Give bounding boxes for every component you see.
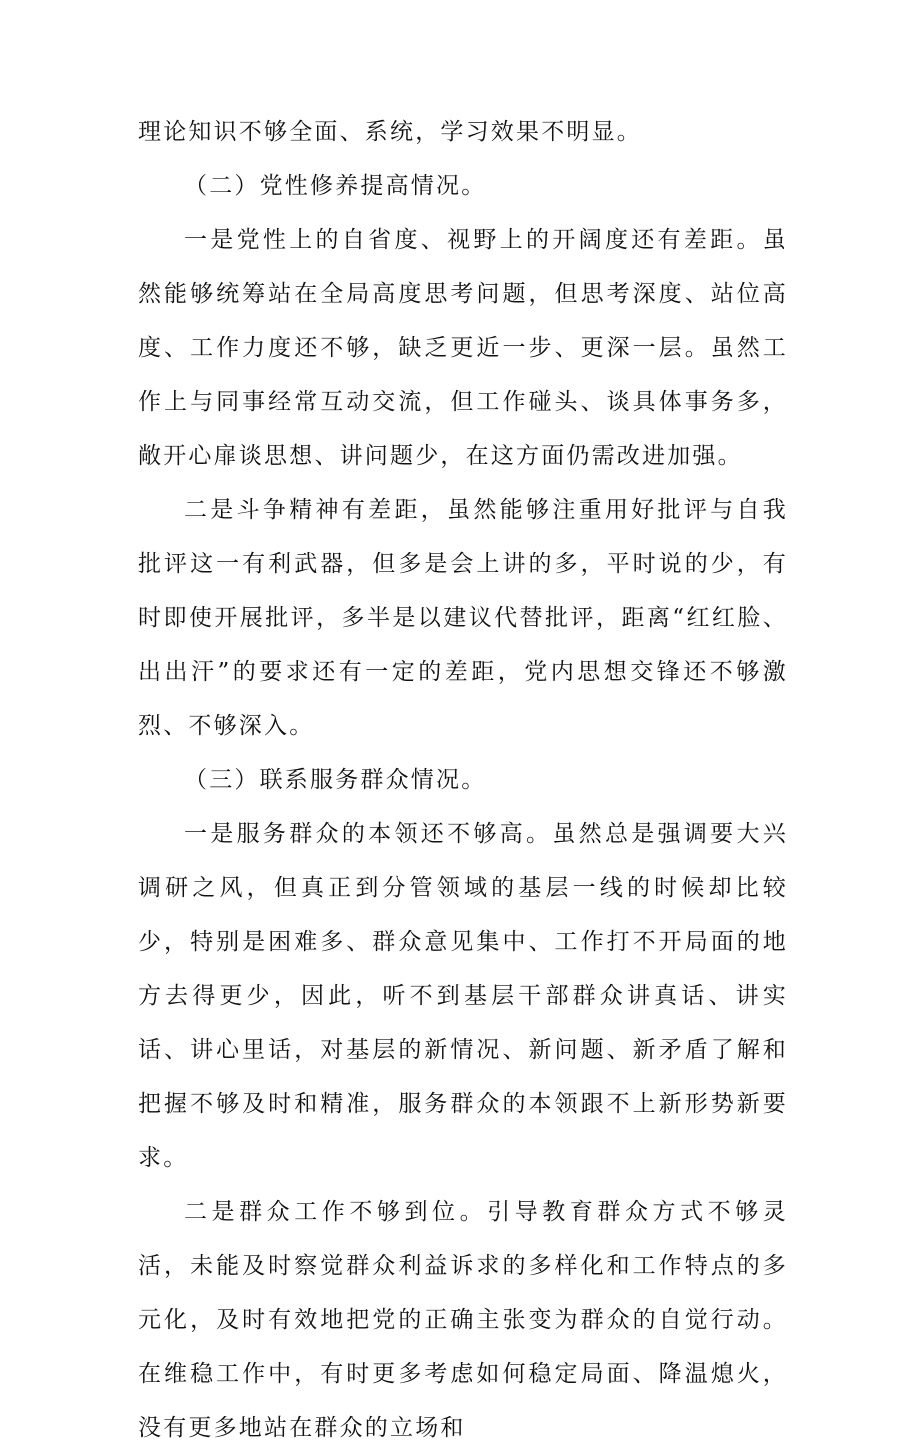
document-body [138,105,788,1455]
paragraph-serving-masses: 一是服务群众的本领还不够高。虽然总是强调要大兴调研之风，但真正到分管领域的基层一线的时候却比较少，特别是困难多、群众意见集中、工作打不开局面的地方去得更少，因此，听不到基层干部群众讲真话、讲实话、讲心里话，对基层的新情况、新问题、新矛盾了解和把握不够及时和精准，服务群众的本领跟不上新形势新要求。 [138,821,788,1171]
paragraph-struggle-spirit: 二是斗争精神有差距，虽然能够注重用好批评与自我批评这一有利武器，但多是会上讲的多，平时说的少，有时即使开展批评，多半是以建议代替批评，距离“红红脸、出出汗”的要求还有一定的差距，党内思想交锋还不够激烈、不够深入。 [138,497,788,739]
paragraph-party-awareness: 一是党性上的自省度、视野上的开阔度还有差距。虽然能够统筹站在全局高度思考问题，但思考深度、站位高度、工作力度还不够，缺乏更近一步、更深一层。虽然工作上与同事经常互动交流，但工作碰头、谈具体事务多，敞开心扉谈思想、讲问题少，在这方面仍需改进加强。 [138,227,788,469]
section-heading-2: （二）党性修养提高情况。 [184,173,487,199]
section-heading-3: （三）联系服务群众情况。 [184,767,487,793]
paragraph-continuation: 理论知识不够全面、系统，学习效果不明显。 [138,119,642,145]
paragraph-mass-work: 二是群众工作不够到位。引导教育群众方式不够灵活，未能及时察觉群众利益诉求的多样化和工作特点的多元化，及时有效地把党的正确主张变为群众的自觉行动。在维稳工作中，有时更多考虑如何稳定局面、降温熄火，没有更多地站在群众的立场和 [138,1199,788,1441]
